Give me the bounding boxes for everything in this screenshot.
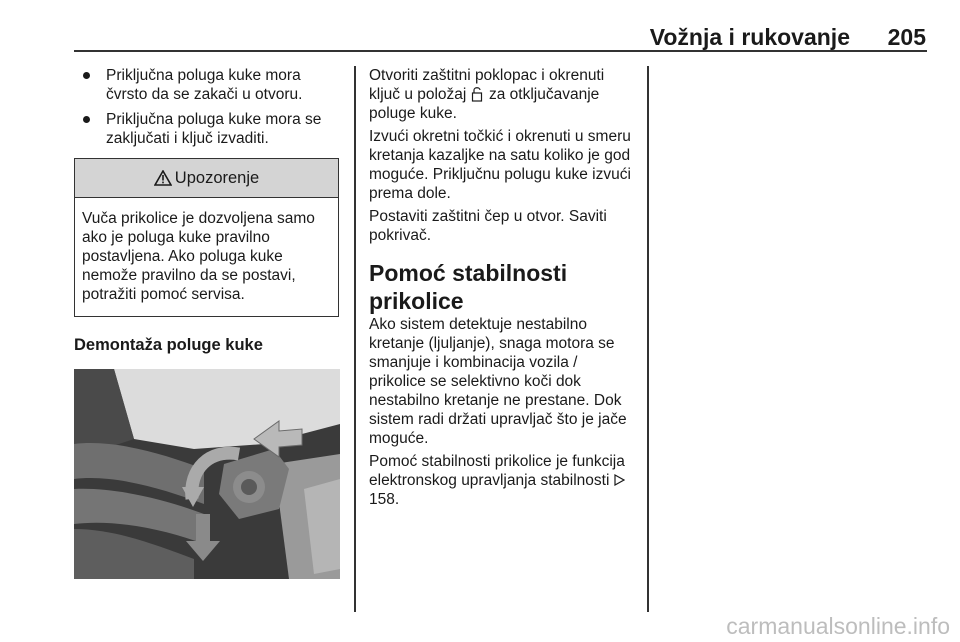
towbar-removal-illustration [74,369,340,579]
page-number: 205 [887,24,926,50]
header-rule [74,50,927,52]
chapter-title: Vožnja i rukovanje [649,24,850,50]
warning-triangle-icon [154,170,172,186]
paragraph [369,452,635,509]
warning-header [75,159,338,198]
warning-title: Upozorenje [174,168,260,187]
bullet-dot-icon [83,72,90,79]
bullet-text: Priključna poluga kuke mora se zaključati i ključ izvaditi. [106,111,322,147]
left-column [74,66,340,579]
subheading-removal: Demontaža poluge kuke [74,336,263,354]
right-column [369,66,635,513]
warning-box [74,158,339,317]
bullet-text: Priključna poluga kuke mora čvrsto da se zakači u otvoru. [106,67,303,103]
paragraph: Izvući okretni točkić i okrenuti u smeru kretanja kazaljke na satu koliko je god moguće. Priključnu polugu kuke izvući prema dole. [369,128,631,202]
paragraph: Ako sistem detektuje nestabilno kretanje (ljuljanje), snaga motora se smanjuje i kombinacija vozila / prikolice se selektivno koči dok nestabilno kretanje ne prestane. Dok sistem radi držati upravljač što je jače moguće. [369,316,627,447]
bullet-item [74,66,340,104]
para-text: Pomoć stabilnosti prikolice je funkcija elektronskog upravljanja stabilnosti [369,453,625,489]
page-reference[interactable]: 158. [369,491,400,508]
paragraph [369,66,635,123]
illustration-image [74,369,340,579]
bullet-item [74,110,340,148]
column-divider-right [647,66,649,612]
paragraph: Postaviti zaštitni čep u otvor. Saviti pokrivač. [369,208,607,244]
warning-text: Vuča prikolice je dozvoljena samo ako je poluga kuke pravilno postavljena. Ako poluga kuke nemože pravilno da se postavi, potražiti pomoć servisa. [82,210,315,303]
watermark: carmanualsonline.info [726,613,950,639]
section-title: Pomoć stabilnosti prikolice [369,260,568,314]
page-reference-icon [614,474,625,486]
para-text: Otvoriti zaštitni poklopac i okrenuti ključ u položaj [369,67,605,103]
bullet-dot-icon [83,116,90,123]
para-text: za otključavanje poluge kuke. [369,86,600,122]
column-divider-left [354,66,356,612]
unlock-icon [471,85,483,102]
